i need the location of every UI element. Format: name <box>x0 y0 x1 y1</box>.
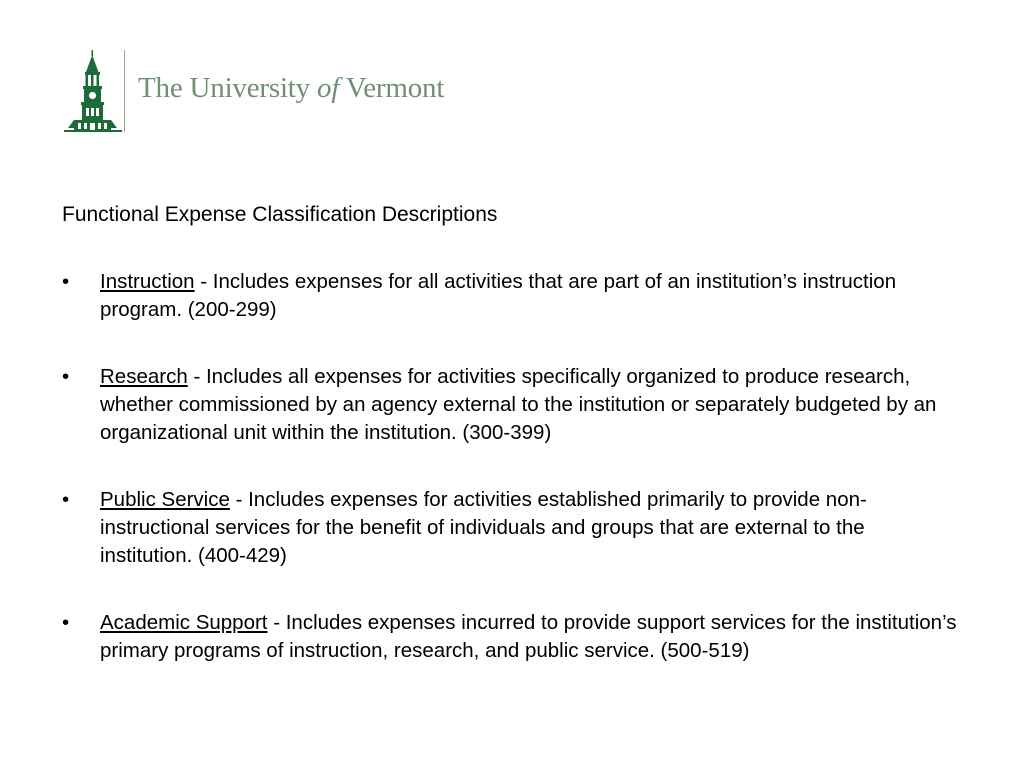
term-label: Academic Support <box>100 611 268 634</box>
bullet-icon: • <box>62 488 70 511</box>
list-item-public-service <box>62 486 962 570</box>
bullet-icon: • <box>62 611 70 634</box>
term-label: Public Service <box>100 488 230 511</box>
list-item-research <box>62 363 962 447</box>
term-description: - Includes all expenses for activities specifically organized to produce research, whether commissioned by an agency external to the institution or separately budgeted by an organizational unit within the institution. (300-399) <box>100 365 937 444</box>
term-label: Research <box>100 365 188 388</box>
bullet-icon: • <box>62 365 70 388</box>
list-item-academic-support <box>62 609 962 665</box>
page-title: Functional Expense Classification Descriptions <box>62 203 498 226</box>
classification-list <box>62 268 962 704</box>
term-description: - Includes expenses for all activities that are part of an institution’s instruction program. (200-299) <box>100 270 897 321</box>
logo-divider <box>124 50 125 132</box>
university-name-suffix: Vermont <box>339 72 445 104</box>
term-label: Instruction <box>100 270 195 293</box>
university-name-prefix: The University <box>138 72 318 104</box>
university-name <box>138 72 444 105</box>
university-logo <box>60 48 460 136</box>
term-description: - Includes expenses incurred to provide support services for the institution’s primary programs of instruction, research, and public service. (500-519) <box>100 611 957 662</box>
university-name-of: of <box>317 72 340 104</box>
bullet-icon: • <box>62 270 70 293</box>
bell-tower-icon <box>60 48 126 134</box>
term-description: - Includes expenses for activities established primarily to provide non-instructional services for the benefit of individuals and groups that are external to the institution. (400-429) <box>100 488 867 567</box>
list-item-instruction <box>62 268 962 324</box>
